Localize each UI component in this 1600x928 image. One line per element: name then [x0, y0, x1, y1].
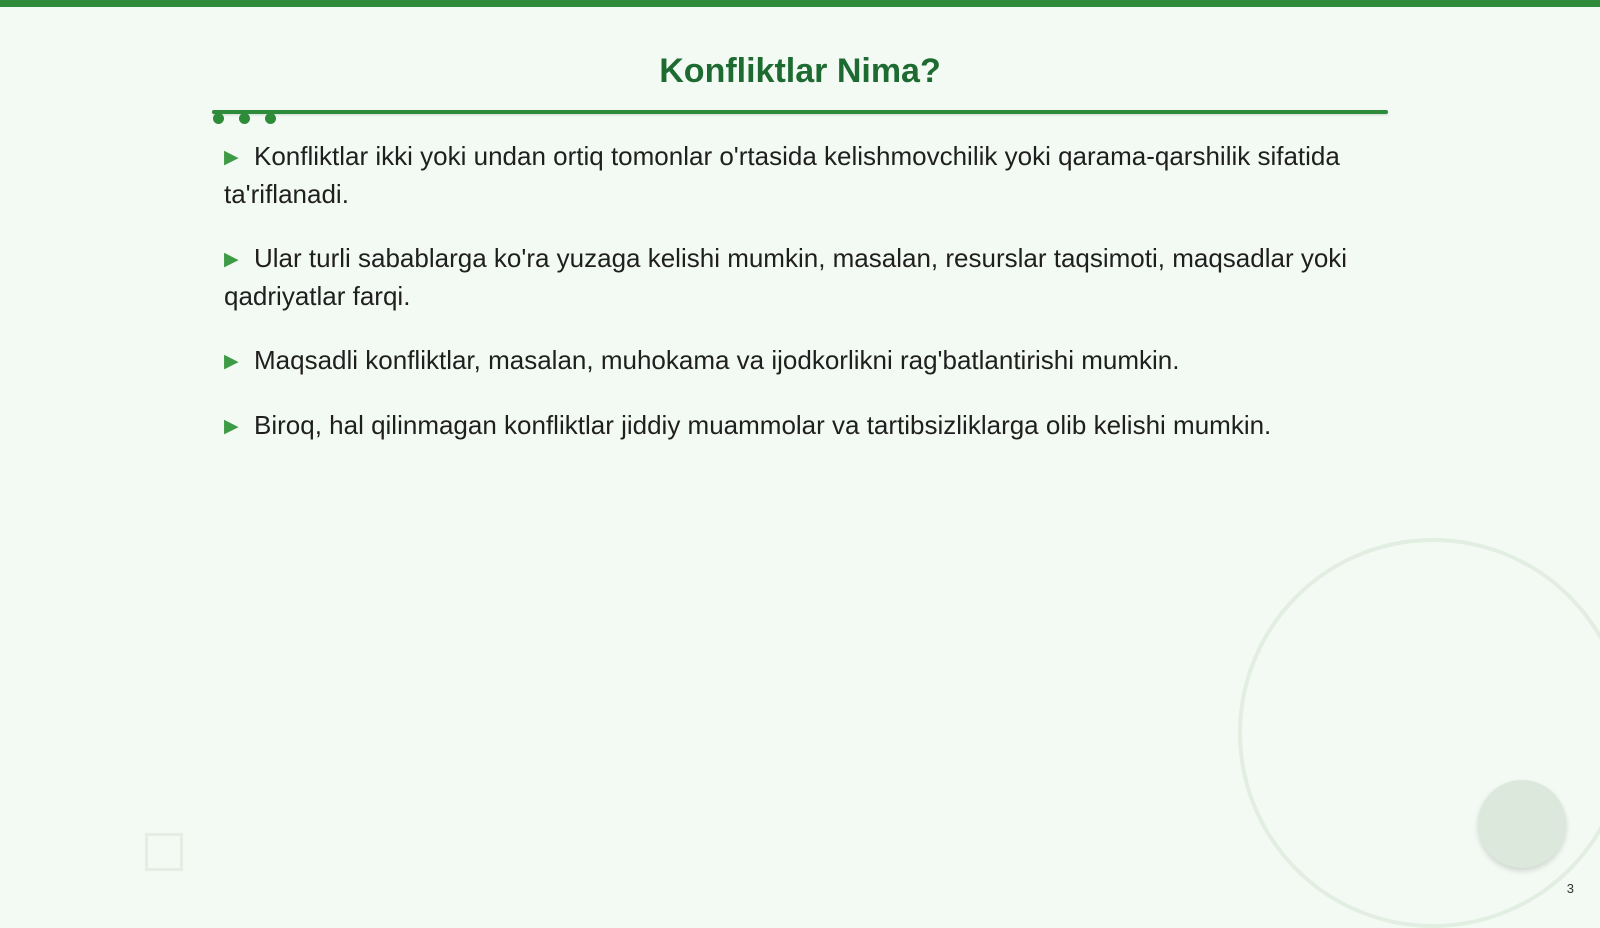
bullet-item: [224, 342, 1374, 380]
title-dot-2: [239, 113, 250, 124]
bullet-text: Biroq, hal qilinmagan konfliktlar jiddiy muammolar va tartibsizliklarga olib kelishi mumkin.: [254, 410, 1272, 440]
title-dot-3: [265, 113, 276, 124]
bullet-text: Konfliktlar ikki yoki undan ortiq tomonlar o'rtasida kelishmovchilik yoki qarama-qarshilik sifatida ta'riflanadi.: [224, 141, 1340, 209]
bullet-item: [224, 407, 1374, 445]
bullet-list: [224, 138, 1374, 472]
title-underline: [212, 110, 1388, 114]
title-dot-1: [213, 113, 224, 124]
top-accent-bar: [0, 0, 1600, 7]
bullet-text: Ular turli sabablarga ko'ra yuzaga kelishi mumkin, masalan, resurslar taqsimoti, maqsadlar yoki qadriyatlar farqi.: [224, 243, 1348, 311]
triangle-bullet-icon: ▶: [224, 351, 239, 372]
bullet-item: [224, 138, 1374, 213]
bullet-item: [224, 240, 1374, 315]
triangle-bullet-icon: ▶: [224, 249, 239, 270]
bullet-text: Maqsadli konfliktlar, masalan, muhokama va ijodkorlikni rag'batlantirishi mumkin.: [254, 345, 1180, 375]
page-number: 3: [1566, 881, 1574, 896]
triangle-bullet-icon: ▶: [224, 147, 239, 168]
triangle-bullet-icon: ▶: [224, 416, 239, 437]
decorative-ring: [1238, 538, 1600, 928]
slide-title: Konfliktlar Nima?: [659, 52, 941, 90]
decorative-square: [145, 833, 183, 871]
decorative-circle: [1478, 780, 1566, 868]
